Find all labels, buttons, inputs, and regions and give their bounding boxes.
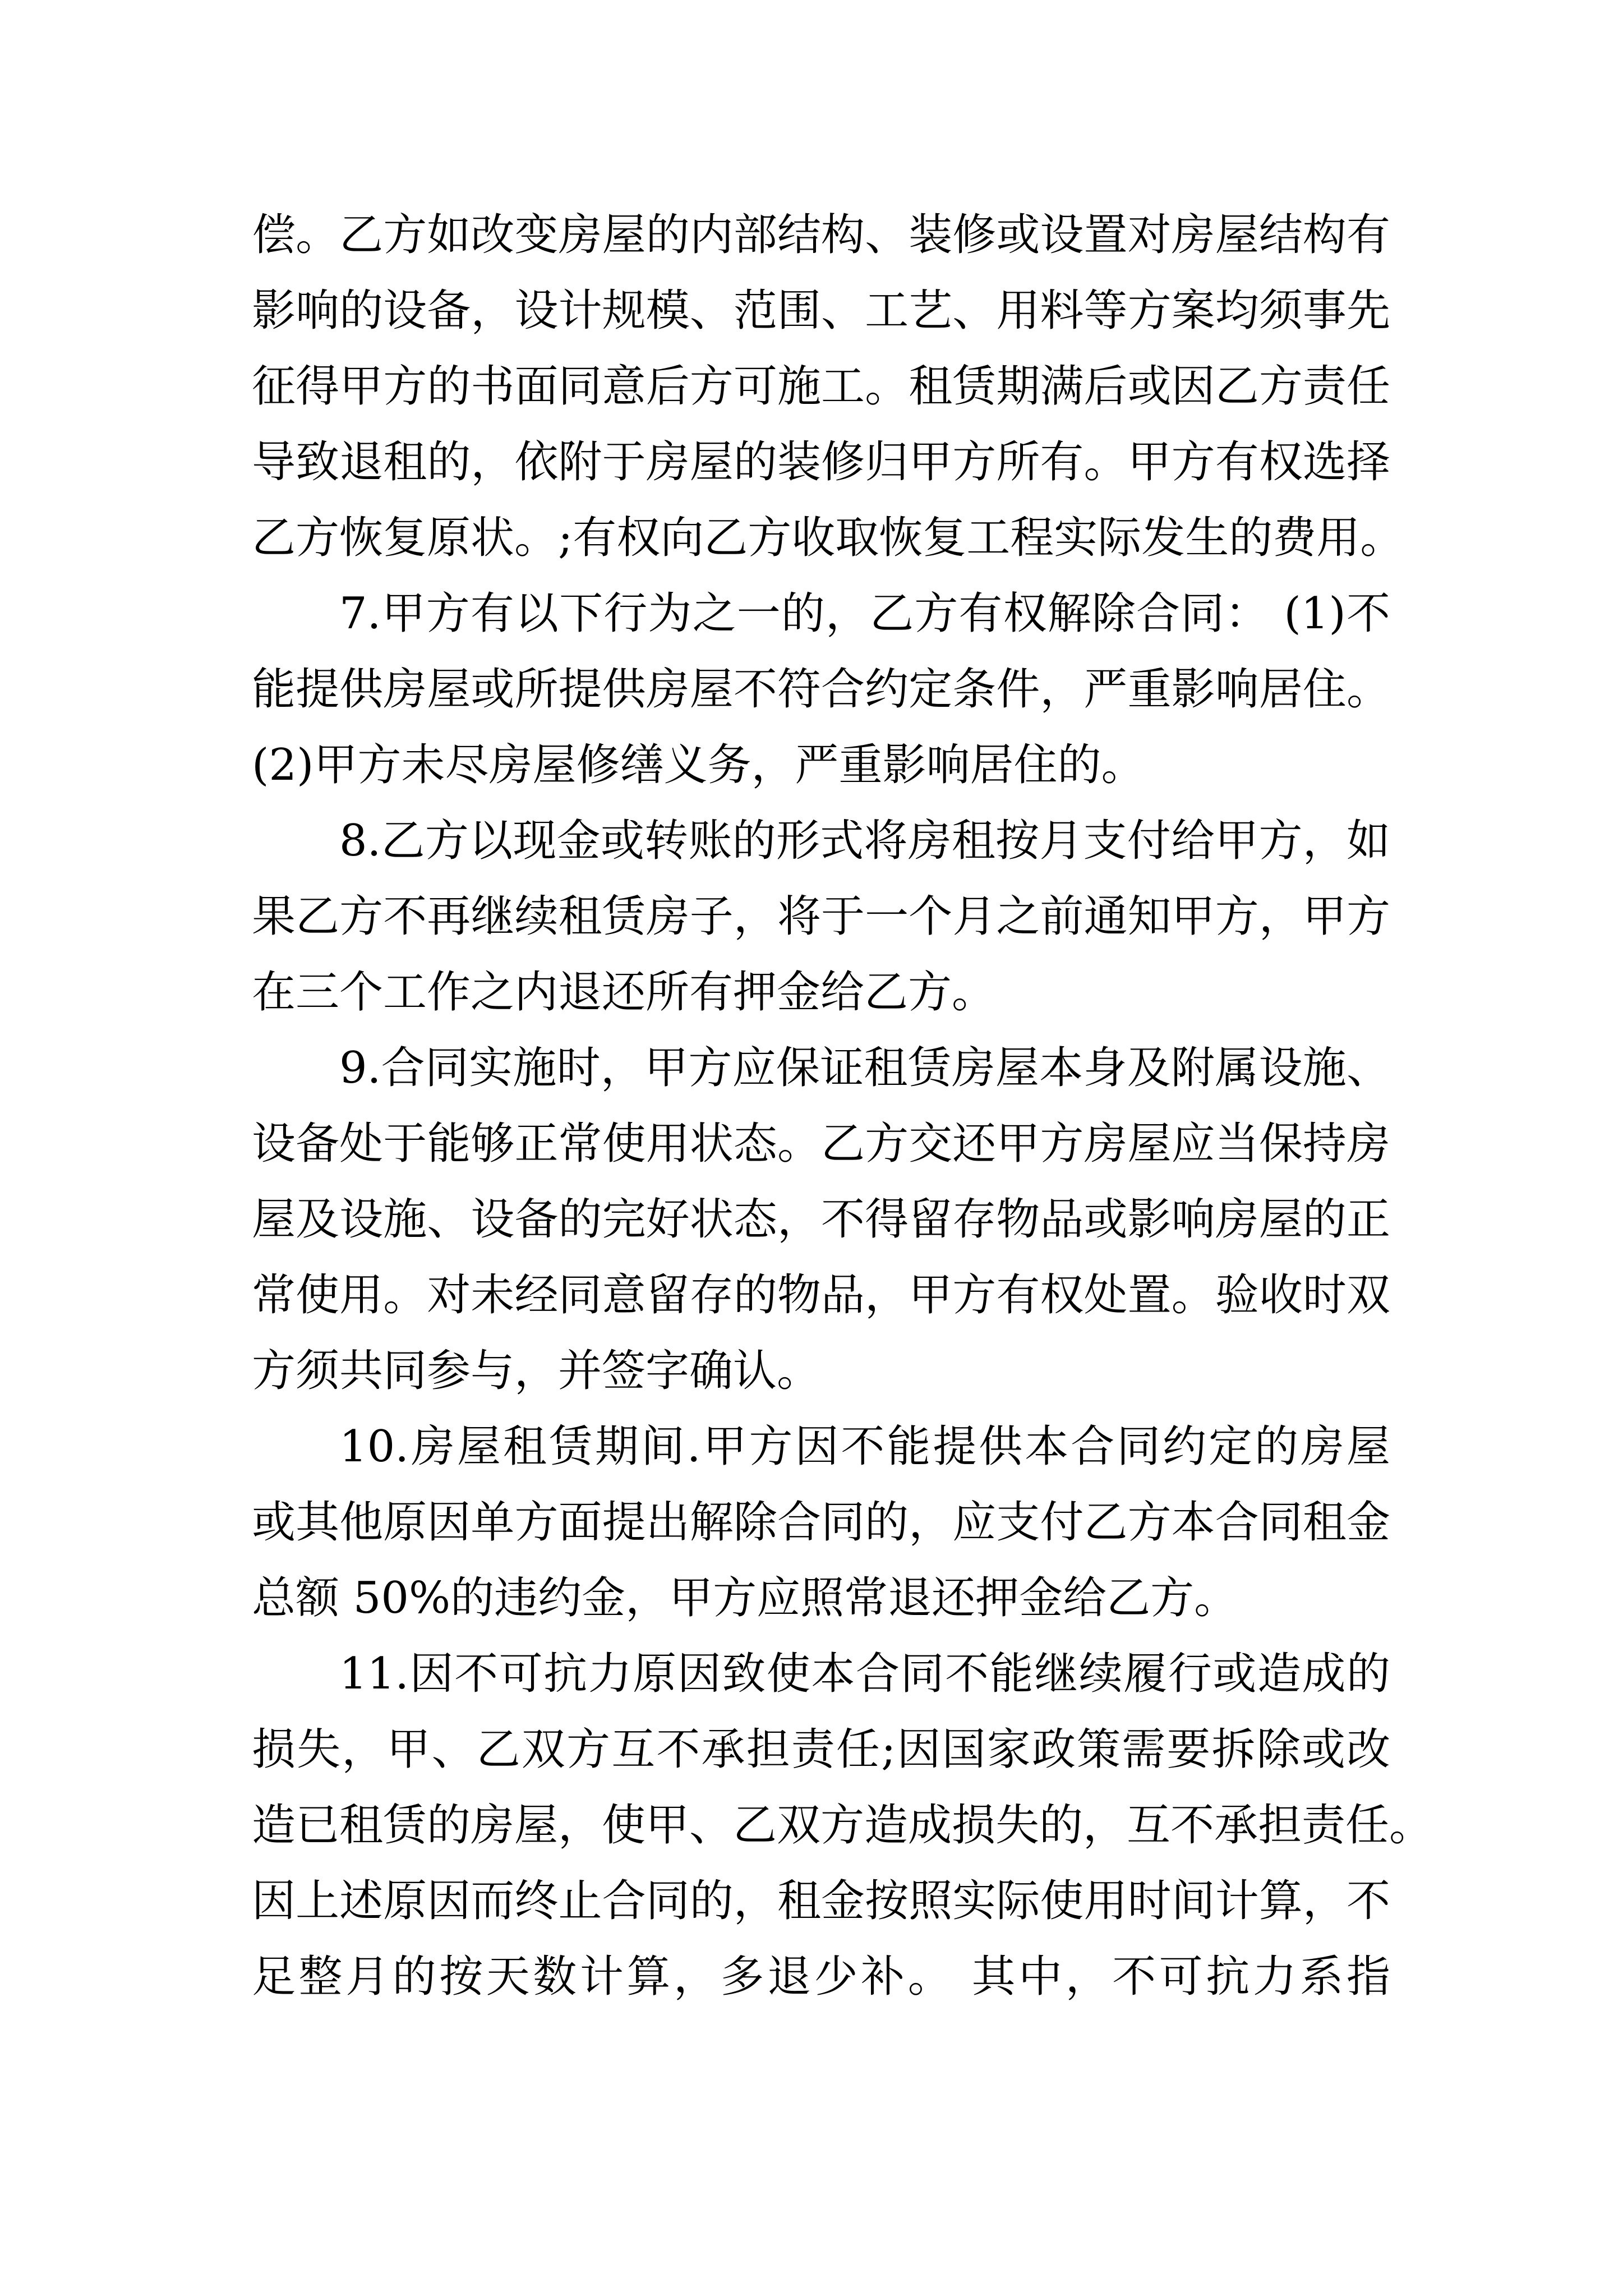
paragraph-clause-7 [252,576,1390,803]
text-line: 能提供房屋或所提供房屋不符合约定条件，严重影响居住。 [252,664,1390,715]
paragraph-clause-11 [252,1636,1433,2015]
text-line: 11.因不可抗力原因致使本合同不能继续履行或造成的 [339,1649,1390,1699]
text-line: 或其他原因单方面提出解除合同的，应支付乙方本合同租金 [252,1497,1390,1548]
text-line: 造已租赁的房屋，使甲、乙双方造成损失的，互不承担责任。 [252,1800,1433,1851]
text-line: 偿。乙方如改变房屋的内部结构、装修或设置对房屋结构有 [252,210,1390,260]
text-line: 损失，甲、乙双方互不承担责任;因国家政策需要拆除或改 [252,1724,1390,1775]
text-line: 9.合同实施时，甲方应保证租赁房屋本身及附属设施、 [339,1043,1390,1093]
paragraph-clause-10 [252,1409,1390,1636]
text-line: 因上述原因而终止合同的，租金按照实际使用时间计算，不 [252,1876,1390,1926]
text-line: 乙方恢复原状。;有权向乙方收取恢复工程实际发生的费用。 [252,513,1404,563]
text-line: 屋及设施、设备的完好状态，不得留存物品或影响房屋的正 [252,1194,1390,1245]
text-line: 影响的设备，设计规模、范围、工艺、用料等方案均须事先 [252,286,1390,336]
text-line: 8.乙方以现金或转账的形式将房租按月支付给甲方，如 [339,816,1390,866]
text-line: 果乙方不再继续租赁房子，将于一个月之前通知甲方，甲方 [252,891,1390,942]
text-line: (2)甲方未尽房屋修缮义务，严重影响居住的。 [252,740,1145,790]
text-line: 征得甲方的书面同意后方可施工。租赁期满后或因乙方责任 [252,361,1390,412]
contract-text [252,197,1433,2015]
text-line: 导致退租的，依附于房屋的装修归甲方所有。甲方有权选择 [252,437,1390,487]
text-line: 7.甲方有以下行为之一的，乙方有权解除合同： (1)不 [339,588,1390,639]
paragraph-continuation [252,197,1404,576]
text-line: 常使用。对未经同意留存的物品，甲方有权处置。验收时双 [252,1270,1390,1320]
text-line: 设备处于能够正常使用状态。乙方交还甲方房屋应当保持房 [252,1119,1390,1169]
text-line: 10.房屋租赁期间.甲方因不能提供本合同约定的房屋 [339,1421,1390,1472]
paragraph-clause-8 [252,803,1390,1030]
text-line: 足整月的按天数计算，多退少补。 其中，不可抗力系指 [252,1952,1390,2002]
text-line: 在三个工作之内退还所有押金给乙方。 [252,967,996,1018]
text-line: 总额 50%的违约金，甲方应照常退还押金给乙方。 [252,1573,1238,1623]
paragraph-clause-9 [252,1030,1390,1409]
text-line: 方须共同参与，并签字确认。 [252,1346,821,1396]
